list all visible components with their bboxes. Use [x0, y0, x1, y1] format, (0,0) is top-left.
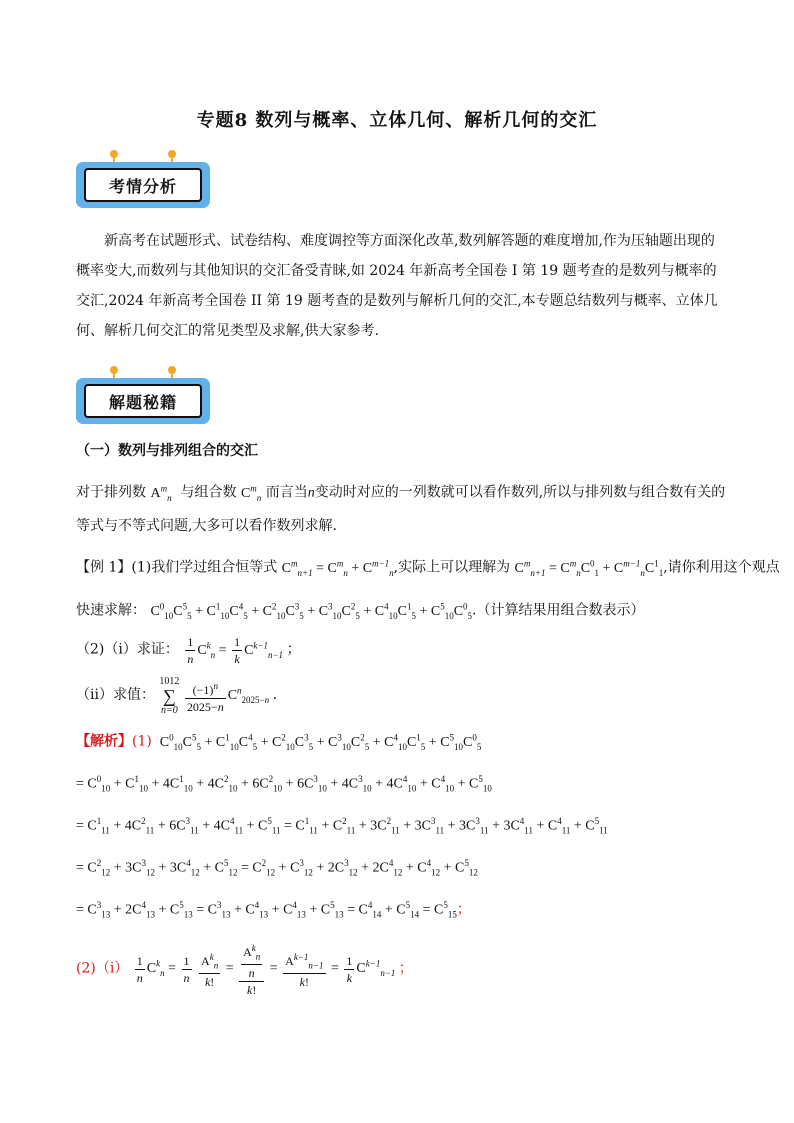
math-expression: $C^0_{10}C^5_5 + C^1_{10}C^4_5 + C^2_{10}C^3_5 + C^3_{10}C^2_5 + C^4_{10}C^1_5 + C^5_{10}C^0_5$ — [150, 601, 473, 621]
example-line-2: 快速求解： $C^0_{10}C^5_5 + C^1_{10}C^4_5 + C^2_{10}C^3_5 + C^3_{10}C^2_5 + C^4_{10}C^1_5 + C^5_{10}C^0_5$.（计算结果用组合数表示） — [76, 601, 645, 621]
tag-label: 考情分析 — [84, 168, 202, 202]
solution-line-3: = $C^1_{11} + 4C^2_{11} + 6C^3_{11} + 4C^4_{11} + C^5_{11} = C^1_{11} + C^2_{11} + 3C^2_{11} + 3C^3_{11} + 3C^3_{11} + 3C^4_{11} + C^4_{11} + C^5_{11}$ — [76, 816, 608, 836]
math-permutation: $A^m_n$ — [150, 483, 172, 503]
antenna-icon — [110, 150, 118, 158]
solution-line-1: 【解析】(1) $C^0_{10}C^5_5 + C^1_{10}C^4_5 + C^2_{10}C^3_5 + C^3_{10}C^2_5 + C^4_{10}C^1_5 + C^5_{10}C^0_5$ — [76, 732, 482, 752]
solution-line-5: = $C^3_{13} + 2C^4_{13} + C^5_{13} = C^3_{13} + C^4_{13} + C^4_{13} + C^5_{13} = C^4_{14} + C^5_{14} = C^5_{15}$； — [76, 900, 471, 920]
section-heading: （一）数列与排列组合的交汇 — [76, 443, 258, 459]
section-tag-secrets — [76, 366, 210, 430]
intro-paragraph: 新高考在试题形式、试卷结构、难度调控等方面深化改革,数列解答题的难度增加,作为压轴题出现的概率变大,而数列与其他知识的交汇备受青睐,如 2024 年新高考全国卷 I 第 19 题考查的是数列与概率的交汇,2024 年新高考全国卷 II 第 19 题考查的是数列与解析几何的交汇,本专题总结数列与概率、立体几何、解析几何交汇的常见类型及求解,供大家参考. — [76, 233, 718, 339]
math-proof-steps: $\frac{1}{n}$ $C^k_n$ = $\frac{1}{n}$ $\frac{A^k_n}{k!}$ = $\frac{\frac{A^k_n}{n}}{k!}$ = $\frac{A^{k-1}_{n-1}}{k!}$ = $\frac{1}{k}$ $C^{k-1}_{n-1}$ — [133, 961, 399, 976]
antenna-icon — [168, 366, 176, 374]
solution-line-4: = $C^2_{12} + 3C^3_{12} + 3C^4_{12} + C^5_{12} = C^2_{12} + C^3_{12} + 2C^3_{12} + 2C^4_{12} + C^4_{12} + C^5_{12}$ — [76, 858, 478, 878]
math-combination: $C^m_n$ — [240, 483, 262, 503]
example-line-1: 【例 1】(1)我们学过组合恒等式 $C^m_{n+1} = C^m_n + C^{m-1}_n$,实际上可以理解为 $C^m_{n+1} = C^m_nC^0_1 + C^{m-1}_nC^1_1$,请你利用这个观点 — [76, 558, 780, 578]
math-proof-statement: $\frac{1}{n}$ $C^k_n$ = $\frac{1}{k}$ $C^{k-1}_{n-1}$ — [187, 635, 284, 666]
tag-frame — [76, 378, 210, 424]
math-step: $C^0_{10}C^5_5 + C^1_{10}C^4_5 + C^2_{10}C^3_5 + C^3_{10}C^2_5 + C^4_{10}C^1_5 + C^5_{10}C^0_5$ — [156, 732, 482, 752]
antenna-icon — [168, 150, 176, 158]
math-summation: 1012 ∑ n=0 $\frac{(-1)^n}{2025-n}$ $C^n_{2025-n}$ — [159, 676, 270, 716]
desc-line-2: 等式与不等式问题,大多可以看作数列求解. — [76, 518, 337, 534]
example-line-4: （ii）求值： 1012 ∑ n=0 $\frac{(-1)^n}{2025-n}$ $C^n_{2025-n}$ . — [76, 676, 278, 716]
math-identity-2: $C^m_{n+1} = C^m_nC^0_1 + C^{m-1}_nC^1_1$ — [514, 558, 664, 578]
math-identity: $C^m_{n+1} = C^m_n + C^{m-1}_n$ — [281, 558, 394, 578]
math-var-n: n — [307, 485, 315, 501]
desc-line-1: 对于排列数 $A^m_n$ 与组合数 $C^m_n$ 而言当n变动时对应的一列数就可以看作数列,所以与排列数与组合数有关的 — [76, 483, 726, 503]
page-title: 专题8 数列与概率、立体几何、解析几何的交汇 — [196, 110, 598, 131]
solution-line-2: = $C^0_{10} + C^1_{10} + 4C^1_{10} + 4C^2_{10} + 6C^2_{10} + 6C^3_{10} + 4C^3_{10} + 4C^4_{10} + C^4_{10} + C^5_{10}$ — [76, 774, 492, 794]
antenna-icon — [110, 366, 118, 374]
example-line-3: （2)（i）求证： $\frac{1}{n}$ $C^k_n$ = $\frac{1}{k}$ $C^{k-1}_{n-1}$ ； — [76, 635, 301, 666]
section-tag-analysis — [76, 150, 210, 214]
tag-label: 解题秘籍 — [84, 384, 202, 418]
tag-frame — [76, 162, 210, 208]
solution-line-6: (2)（i） $\frac{1}{n}$ $C^k_n$ = $\frac{1}{n}$ $\frac{A^k_n}{k!}$ = $\frac{\frac{A^k_n}{n}}{k!}$ = $\frac{A^{k-1}_{n-1}}{k!}$ = $\frac{1}{k}$ $C^{k-1}_{n-1}$ ； — [76, 940, 736, 998]
